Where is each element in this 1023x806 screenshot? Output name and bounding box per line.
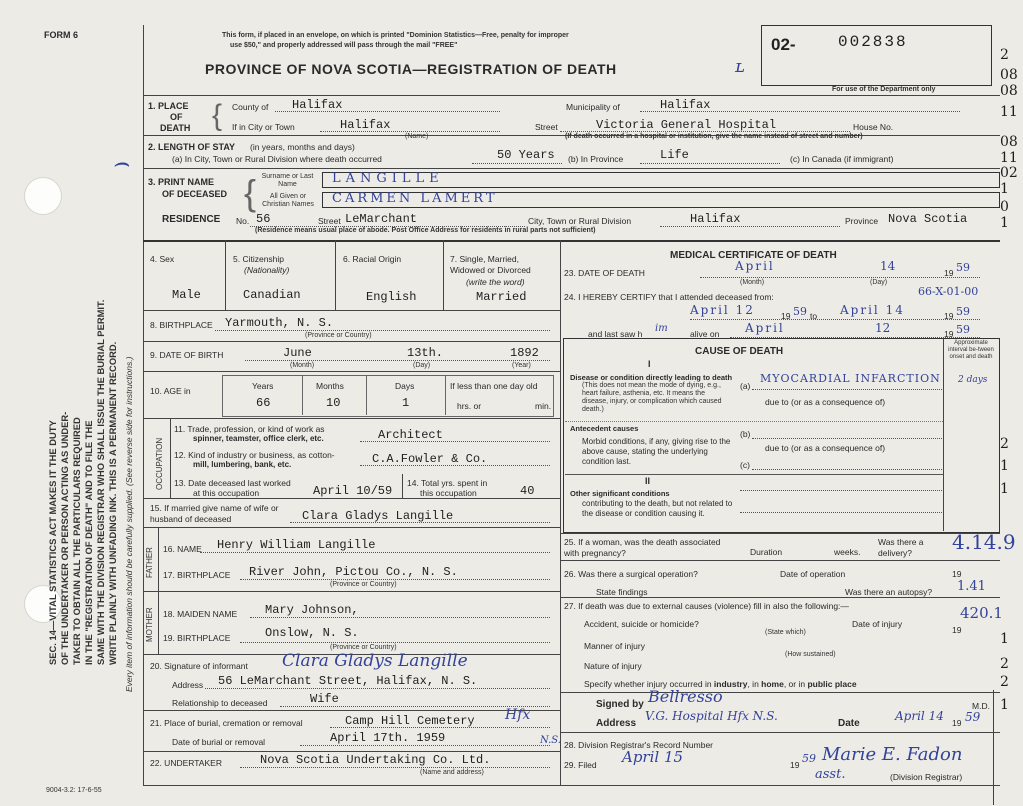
ns-mark: N.S. (540, 735, 561, 746)
alive-on-label: alive on (690, 329, 720, 339)
side-code: 1 (1000, 458, 1009, 474)
filed-yr-prefix: 19 (790, 760, 800, 770)
filed-value: April 15 (622, 748, 684, 766)
given-value: CARMEN LAMERT (332, 191, 498, 206)
res-street-label: Street (318, 216, 341, 226)
res-street-value: LeMarchant (345, 212, 418, 226)
side-code: 08 (1000, 134, 1018, 150)
given-label: All Given or Christian Names (262, 193, 314, 208)
accident-label: Accident, suicide or homicide? (584, 619, 699, 629)
state-which-hint: (State which) (765, 629, 806, 636)
occ13-label: 13. Date deceased last worked (174, 478, 291, 488)
dob-month: June (283, 346, 312, 360)
relationship-value: Wife (310, 692, 339, 706)
stay-a-label: (a) In City, Town or Rural Division where death occurred (172, 154, 382, 164)
side-code: 1 (1000, 181, 1009, 197)
years-label: Years (252, 381, 274, 391)
specify-label: Specify whether injury occurred in industry, in home, or in public place (584, 679, 857, 689)
cause-b-marker: (b) (740, 429, 751, 439)
occ-total-value: 40 (520, 484, 535, 498)
code-26: 1.41 (957, 579, 986, 594)
alive-day-value: 12 (875, 321, 891, 335)
notice-line-5: SAME WITH THE DIVISION REGISTRAR WHO SHALL ISSUE THE BURIAL PERMIT. (95, 299, 106, 665)
mother-label: MOTHER (145, 607, 154, 642)
undertaker-value: Nova Scotia Undertaking Co. Ltd. (260, 753, 491, 767)
age-months: 10 (326, 396, 341, 410)
occ-last-value: April 10/59 (313, 484, 393, 498)
cause-a-marker: (a) (740, 381, 751, 391)
signed-address-label: Address (596, 718, 637, 729)
informant-label: 20. Signature of informant (150, 661, 248, 671)
res-no-value: 56 (256, 212, 271, 226)
cause-c-marker: (c) (740, 460, 750, 470)
occ13b-label: at this occupation (193, 488, 260, 498)
county-value: Halifax (292, 98, 343, 112)
father-name-label: 16. NAME (163, 544, 202, 554)
mail-notice-line1: This form, if placed in an envelope, on which is printed "Dominion Statistics—Free, penalty for improper (222, 32, 569, 39)
cause-a-value: MYOCARDIAL INFARCTION (760, 372, 941, 385)
duration-label: Duration (750, 547, 783, 557)
due-to-b: due to (or as a consequence of) (765, 443, 886, 453)
informant-signature: Clara Gladys Langille (282, 651, 468, 671)
mail-notice-line2: use $50," and properly addressed will pass through the mail "FREE" (230, 42, 458, 49)
margin-mark: ⌢ (112, 148, 130, 178)
occ11-label: 11. Trade, profession, or kind of work as (174, 424, 325, 434)
stay-c-label: (c) In Canada (if immigrant) (790, 154, 894, 164)
registrar-signature: Marie E. Fadon (822, 744, 963, 765)
dob-day-hint: (Day) (413, 362, 431, 369)
side-code: 1 (1000, 697, 1009, 713)
burial-place-value: Camp Hill Cemetery (345, 714, 475, 728)
surgery-label: 26. Was there a surgical operation? (564, 569, 698, 579)
manner-label: Manner of injury (584, 641, 645, 651)
marital-label: 7. Single, Married, Widowed or Divorced (450, 254, 531, 275)
side-code: 11 (1000, 150, 1018, 166)
check-mark: ʟ (735, 56, 745, 77)
registration-number: 002838 (838, 33, 908, 51)
burial-place-hw: Hfx (505, 707, 531, 723)
father-bp-label: 17. BIRTHPLACE (163, 570, 231, 580)
min-label: min. (535, 401, 552, 411)
nature-label: Nature of injury (584, 661, 642, 671)
stay-b-label: (b) In Province (568, 154, 624, 164)
findings-label: State findings (596, 587, 648, 597)
side-code: 2 (1000, 656, 1009, 672)
signed-yr-value: 59 (965, 710, 981, 724)
registrar-asst: asst. (815, 767, 846, 782)
attn-from-yr-prefix: 19 (781, 311, 791, 321)
dob-year: 1892 (510, 346, 539, 360)
res-province-value: Nova Scotia (888, 212, 968, 226)
months-label: Months (316, 381, 344, 391)
relationship-label: Relationship to deceased (172, 698, 268, 708)
signed-date-label: Date (838, 718, 860, 729)
mother-bp-hint: (Province or Country) (330, 644, 397, 651)
roman-1: I (648, 359, 651, 369)
dob-label: 9. DATE OF BIRTH (150, 350, 224, 360)
surname-label: Surname or Last Name (261, 173, 314, 188)
father-bp-value: River John, Pictou Co., N. S. (249, 565, 458, 579)
attn-to-yr-prefix: 19 (944, 311, 954, 321)
side-code: 1 (1000, 481, 1009, 497)
sex-value: Male (172, 288, 201, 302)
notice-line-4: IN THE "REGISTRATION OF DEATH" AND TO FILE THE (83, 420, 94, 665)
cause-title: CAUSE OF DEATH (695, 346, 784, 357)
to-label: to (810, 311, 818, 321)
father-name-value: Henry William Langille (217, 538, 376, 552)
medical-cert-title: MEDICAL CERTIFICATE OF DEATH (670, 250, 837, 261)
attended-from-yr: 59 (793, 305, 807, 318)
attended-to: April 14 (840, 303, 905, 317)
last-saw-label: and last saw h (588, 329, 643, 339)
md-label: M.D. (972, 701, 990, 711)
roman-2: II (645, 476, 651, 486)
province-label: Province (845, 216, 879, 226)
hospital-value: Victoria General Hospital (596, 118, 777, 132)
of-deceased-label: OF DECEASED (162, 189, 228, 199)
alive-yr-prefix: 19 (944, 329, 954, 339)
mother-bp-value: Onslow, N. S. (265, 626, 359, 640)
side-code: 2 (1000, 436, 1009, 452)
nationality-label: (Nationality) (244, 265, 290, 275)
notice-line-2: OF THE UNDERTAKER OR PERSON ACTING AS UNDER- (59, 411, 70, 665)
print-name-label: 3. PRINT NAME (148, 177, 215, 187)
spouse-value: Clara Gladys Langille (302, 509, 454, 523)
hrs-or-label: hrs. or (457, 401, 482, 411)
age-years: 66 (256, 396, 271, 410)
morbid-label: Morbid conditions, if any, giving rise to the above cause, stating the underlying condition last. (582, 437, 731, 466)
racial-value: English (366, 290, 417, 304)
name-hint: (Name) (405, 133, 429, 140)
undertaker-hint: (Name and address) (420, 769, 484, 776)
signed-by-label: Signed by (596, 699, 644, 710)
disease-cond-label: Disease or condition directly leading to death (570, 373, 733, 382)
occ14b-label: this occupation (420, 488, 477, 498)
length-of-stay-label: 2. LENGTH OF STAY (148, 142, 236, 152)
registration-prefix: 02- (771, 35, 796, 54)
signed-by-value: Bellresso (648, 687, 723, 706)
side-code: 2 (1000, 47, 1009, 63)
res-city-value: Halifax (690, 212, 741, 226)
side-code: 1 (1000, 631, 1009, 647)
notice-line-3: TAKER TO OBTAIN ALL THE PARTICULARS REQUIRED (71, 417, 82, 665)
occ12-label: 12. Kind of industry or business, as cotton- (174, 450, 335, 460)
address-label: Address (172, 680, 204, 690)
racial-label: 6. Racial Origin (343, 254, 402, 264)
burial-date-label: Date of burial or removal (172, 737, 266, 747)
city-label: If in City or Town (232, 122, 295, 132)
signed-address-value: V.G. Hospital Hfx N.S. (645, 709, 778, 723)
surname-value: LANGILLE (332, 171, 444, 186)
death-day-hint: (Day) (870, 279, 888, 286)
occupation-label: OCCUPATION (155, 437, 164, 490)
age-label: 10. AGE in (150, 386, 191, 396)
filed-yr-value: 59 (802, 752, 816, 765)
mother-bp-label: 19. BIRTHPLACE (163, 633, 231, 643)
house-no-label: House No. (853, 122, 894, 132)
code-27: 420.1 (960, 604, 1003, 622)
side-code: 02 (1000, 165, 1018, 181)
how-sustained-hint: (How sustained) (785, 651, 836, 658)
municipality-value: Halifax (660, 98, 711, 112)
code-25: 4.14.9 (952, 530, 1016, 554)
death-month: April (735, 259, 775, 273)
burial-date-value: April 17th. 1959 (330, 731, 446, 745)
citizenship-label: 5. Citizenship (233, 254, 285, 264)
street-label: Street (535, 122, 558, 132)
punch-hole-top (24, 177, 62, 215)
certify-label: 24. I HEREBY CERTIFY that I attended deceased from: (564, 292, 774, 302)
filed-label: 29. Filed (564, 760, 597, 770)
other-sig-label: Other significant conditions (570, 489, 670, 498)
city-value: Halifax (340, 118, 391, 132)
municipality-label: Municipality of (566, 102, 620, 112)
op-yr-prefix: 19 (952, 569, 962, 579)
pregnancy-label: 25. If a woman, was the death associated with pregnancy? (564, 537, 721, 558)
maiden-name-label: 18. MAIDEN NAME (163, 609, 238, 619)
side-code: 11 (1000, 104, 1018, 120)
side-code: 2 (1000, 674, 1009, 690)
cause-interval: 2 days (958, 375, 988, 385)
death-year: 59 (956, 261, 970, 274)
occ12b-label: mill, lumbering, bank, etc. (193, 460, 292, 469)
attended-to-yr: 59 (956, 305, 970, 318)
death-yr-prefix: 19 (944, 268, 954, 278)
marital-value: Married (476, 290, 527, 304)
form-number: FORM 6 (44, 30, 79, 40)
weeks-label: weeks. (834, 547, 861, 557)
father-bp-hint: (Province or Country) (330, 581, 397, 588)
interval-label: Approximate interval be-tween onset and death (948, 340, 994, 360)
division-registrar-label: (Division Registrar) (890, 772, 963, 782)
external-label: 27. If death was due to external causes (violence) fill in also the following:— (564, 601, 849, 611)
birthplace-label: 8. BIRTHPLACE (150, 320, 213, 330)
hospital-note: (If death occurred in a hospital or institution, give the name instead of street and number) (565, 133, 863, 140)
sex-label: 4. Sex (150, 254, 175, 264)
spouse-label: 15. If married give name of wife or husband of deceased (150, 503, 279, 524)
autopsy-label: Was there an autopsy? (845, 587, 933, 597)
father-label: FATHER (145, 547, 154, 578)
occ-trade-value: Architect (378, 428, 443, 442)
citizenship-value: Canadian (243, 288, 301, 302)
death-day: 14 (880, 259, 896, 273)
form-code: 9004-3.2: 17-6-55 (46, 787, 102, 794)
days-label: Days (395, 381, 415, 391)
county-label: County of (232, 102, 269, 112)
other-note: contributing to the death, but not related to the disease or condition causing it. (582, 499, 733, 518)
stay-b-value: Life (660, 148, 689, 162)
res-no-label: No. (236, 216, 250, 226)
record-number-label: 28. Division Registrar's Record Number (564, 740, 714, 750)
age-days: 1 (402, 396, 410, 410)
birthplace-hint: (Province or Country) (305, 332, 372, 339)
side-code: 08 (1000, 83, 1018, 99)
burial-label: 21. Place of burial, cremation or removal (150, 718, 303, 728)
notice-line-6: WRITE PLAINLY WITH UNFADING INK. THIS IS A PERMANENT RECORD. (107, 341, 118, 665)
write-word-label: (write the word) (466, 277, 525, 287)
signed-date-value: April 14 (895, 709, 944, 723)
delivery-label: Was there a delivery? (878, 537, 924, 558)
date-injury-label: Date of injury (852, 619, 903, 629)
attended-from: April 12 (690, 303, 755, 317)
code-24: 66-X-01-00 (918, 285, 979, 298)
page-title: PROVINCE OF NOVA SCOTIA—REGISTRATION OF DEATH (205, 61, 617, 77)
dob-day: 13th. (407, 346, 444, 360)
disease-note: (This does not mean the mode of dying, e.g., heart failure, asthenia, etc. It means the disease, injury, or complication which caused death.) (582, 382, 722, 413)
side-code: 1 (1000, 215, 1009, 231)
injury-yr-prefix: 19 (952, 625, 962, 635)
department-note: For use of the Department only (832, 86, 936, 93)
death-date-label: 23. DATE OF DEATH (564, 268, 645, 278)
less-than-day-label: If less than one day old (450, 381, 538, 391)
alive-on-value: April (745, 321, 785, 335)
place-of-death-label: 1. PLACE OF DEATH (148, 101, 191, 133)
information-note: Every item of information should be carefully supplied. (See reverse side for instructions.) (124, 356, 134, 692)
city-town-label: City, Town or Rural Division (528, 216, 632, 226)
signed-yr-prefix: 19 (952, 718, 962, 728)
birthplace-value: Yarmouth, N. S. (225, 316, 334, 330)
due-to-a: due to (or as a consequence of) (765, 397, 886, 407)
occ11b-label: spinner, teamster, office clerk, etc. (193, 434, 324, 443)
death-month-hint: (Month) (740, 279, 765, 286)
occ-industry-value: C.A.Fowler & Co. (372, 452, 488, 466)
last-saw-him: im (655, 323, 668, 334)
occ14-label: 14. Total yrs. spent in (407, 478, 488, 488)
residence-label: RESIDENCE (162, 214, 221, 225)
alive-yr-value: 59 (956, 323, 970, 336)
dob-month-hint: (Month) (290, 362, 315, 369)
undertaker-label: 22. UNDERTAKER (150, 758, 222, 768)
informant-address: 56 LeMarchant Street, Halifax, N. S. (218, 674, 478, 688)
side-code: 0 (1000, 199, 1009, 215)
in-years-label: (in years, months and days) (250, 142, 355, 152)
date-op-label: Date of operation (780, 569, 846, 579)
dob-year-hint: (Year) (512, 362, 531, 369)
side-code: 08 (1000, 67, 1018, 83)
mother-name-value: Mary Johnson, (265, 603, 359, 617)
residence-note: (Residence means usual place of abode. Post Office Address for residents in rural parts not sufficient) (255, 227, 596, 234)
notice-line-1: SEC. 14—VITAL STATISTICS ACT MAKES IT THE DUTY (47, 420, 58, 665)
antecedent-label: Antecedent causes (570, 424, 639, 433)
stay-a-value: 50 Years (497, 148, 555, 162)
